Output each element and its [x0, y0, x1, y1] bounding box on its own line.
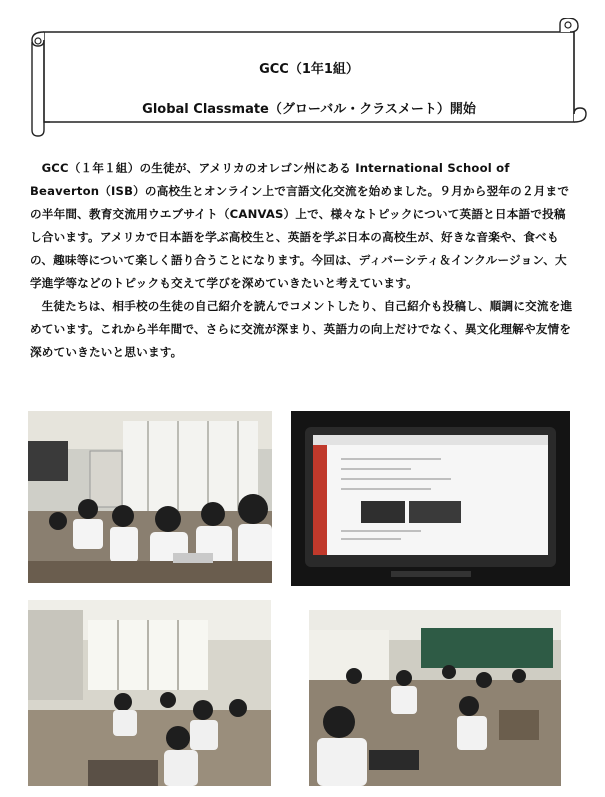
paragraph-2: 生徒たちは、相手校の生徒の自己紹介を読んでコメントしたり、自己紹介も投稿し、順調に交流を進めています。これから半年間で、さらに交流が深まり、英語力の向上だけでなく、異文化理解や友情を深めていきたいと思います。 — [30, 299, 573, 359]
paragraph-1: GCC（１年１組）の生徒が、アメリカのオレゴン州にある International School of Beaverton（ISB）の高校生とオンライン上で言語文化交流を始めました。９月から翌年の２月までの半年間、教育交流用ウエブサイト（CANVAS）上で、様々なトピックについて英語と日本語で投稿し合います。アメリカで日本語を学ぶ高校生と、英語を学ぶ日本の高校生が、好きな音楽や、食べもの、趣味等について楽しく語り合うことになります。今回は、ディバーシティ＆インクルージョン、大学進学等などのトピックも交えて学びを深めていきたいと考えています。 — [30, 161, 570, 290]
article-body — [30, 157, 575, 364]
banner-title: GCC（1年1組） — [259, 62, 359, 77]
banner-subtitle: Global Classmate（グローバル・クラスメート）開始 — [142, 102, 476, 117]
classroom-photo-rows — [28, 600, 271, 786]
classroom-photo-blackboard — [309, 610, 561, 786]
classroom-photo-students-laptops — [28, 411, 272, 583]
title-banner — [30, 18, 588, 138]
tablet-screen-photo — [291, 411, 570, 586]
scroll-frame — [30, 18, 588, 138]
